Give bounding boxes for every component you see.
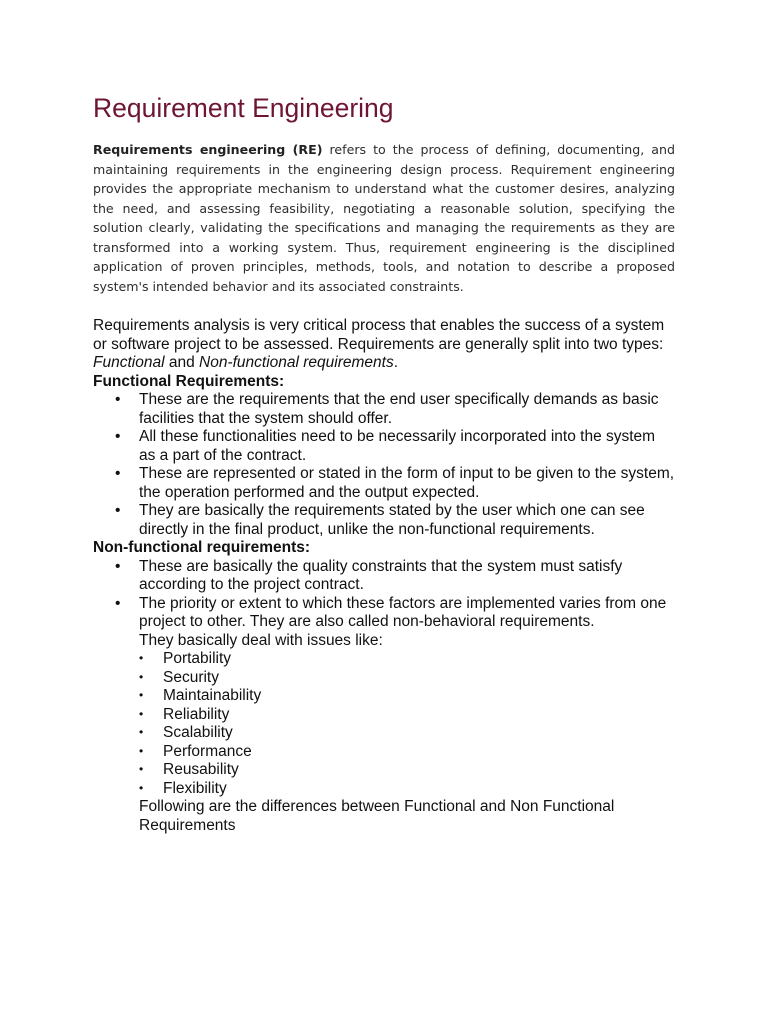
closing-text: Following are the differences between Functional and Non Functional Requirements <box>139 798 615 834</box>
intro-term: Requirements engineering (RE) <box>93 142 323 157</box>
list-item: • Maintainability <box>163 687 675 706</box>
list-item: • The priority or extent to which these factors are implemented varies from one project to other. They are also called non-behavioral requirements. <box>139 595 675 632</box>
intro-paragraph <box>93 140 675 296</box>
analysis-type-functional: Functional <box>93 354 165 371</box>
analysis-text-after: . <box>393 354 399 371</box>
list-item: • Flexibility <box>163 780 675 799</box>
issues-list <box>93 650 675 798</box>
document-page <box>93 88 675 835</box>
list-item: • Scalability <box>163 724 675 743</box>
list-item: • These are the requirements that the end user specifically demands as basic facilities that the system should offer. <box>139 391 675 428</box>
nonfunctional-list <box>93 558 675 632</box>
analysis-paragraph <box>93 317 675 373</box>
analysis-type-nonfunctional: Non-functional requirements <box>199 354 394 371</box>
list-item: • Security <box>163 669 675 688</box>
intro-text: refers to the process of defining, documenting, and maintaining requirements in the engineering design process. Requirement engineering provides the appropriate mechanism to understand what the customer desires, analyzing the need, and assessing feasibility, negotiating a reasonable solution, specifying the solution clearly, validating the specifications and managing the requirements as they are transformed into a working system. Thus, requirement engineering is the disciplined application of proven principles, methods, tools, and notation to describe a proposed system's intended behavior and its associated constraints. <box>93 142 675 294</box>
analysis-text-before: Requirements analysis is very critical process that enables the success of a system or software project to be assessed. Requirements are generally split into two types: <box>93 317 665 353</box>
functional-heading: Functional Requirements: <box>93 372 285 390</box>
analysis-connector: and <box>164 354 199 371</box>
page-title: Requirement Engineering <box>93 93 394 123</box>
list-item: • They are basically the requirements stated by the user which one can see directly in the final product, unlike the non-functional requirements. <box>139 502 675 539</box>
list-item: • Reusability <box>163 761 675 780</box>
list-item: • Reliability <box>163 706 675 725</box>
list-item: • Performance <box>163 743 675 762</box>
list-item: • These are basically the quality constraints that the system must satisfy according to the project contract. <box>139 558 675 595</box>
list-item: • These are represented or stated in the form of input to be given to the system, the operation performed and the output expected. <box>139 465 675 502</box>
issues-intro: They basically deal with issues like: <box>139 631 383 649</box>
list-item: • All these functionalities need to be necessarily incorporated into the system as a part of the contract. <box>139 428 675 465</box>
nonfunctional-heading: Non-functional requirements: <box>93 539 311 556</box>
list-item: • Portability <box>163 650 675 669</box>
functional-list <box>93 391 675 539</box>
